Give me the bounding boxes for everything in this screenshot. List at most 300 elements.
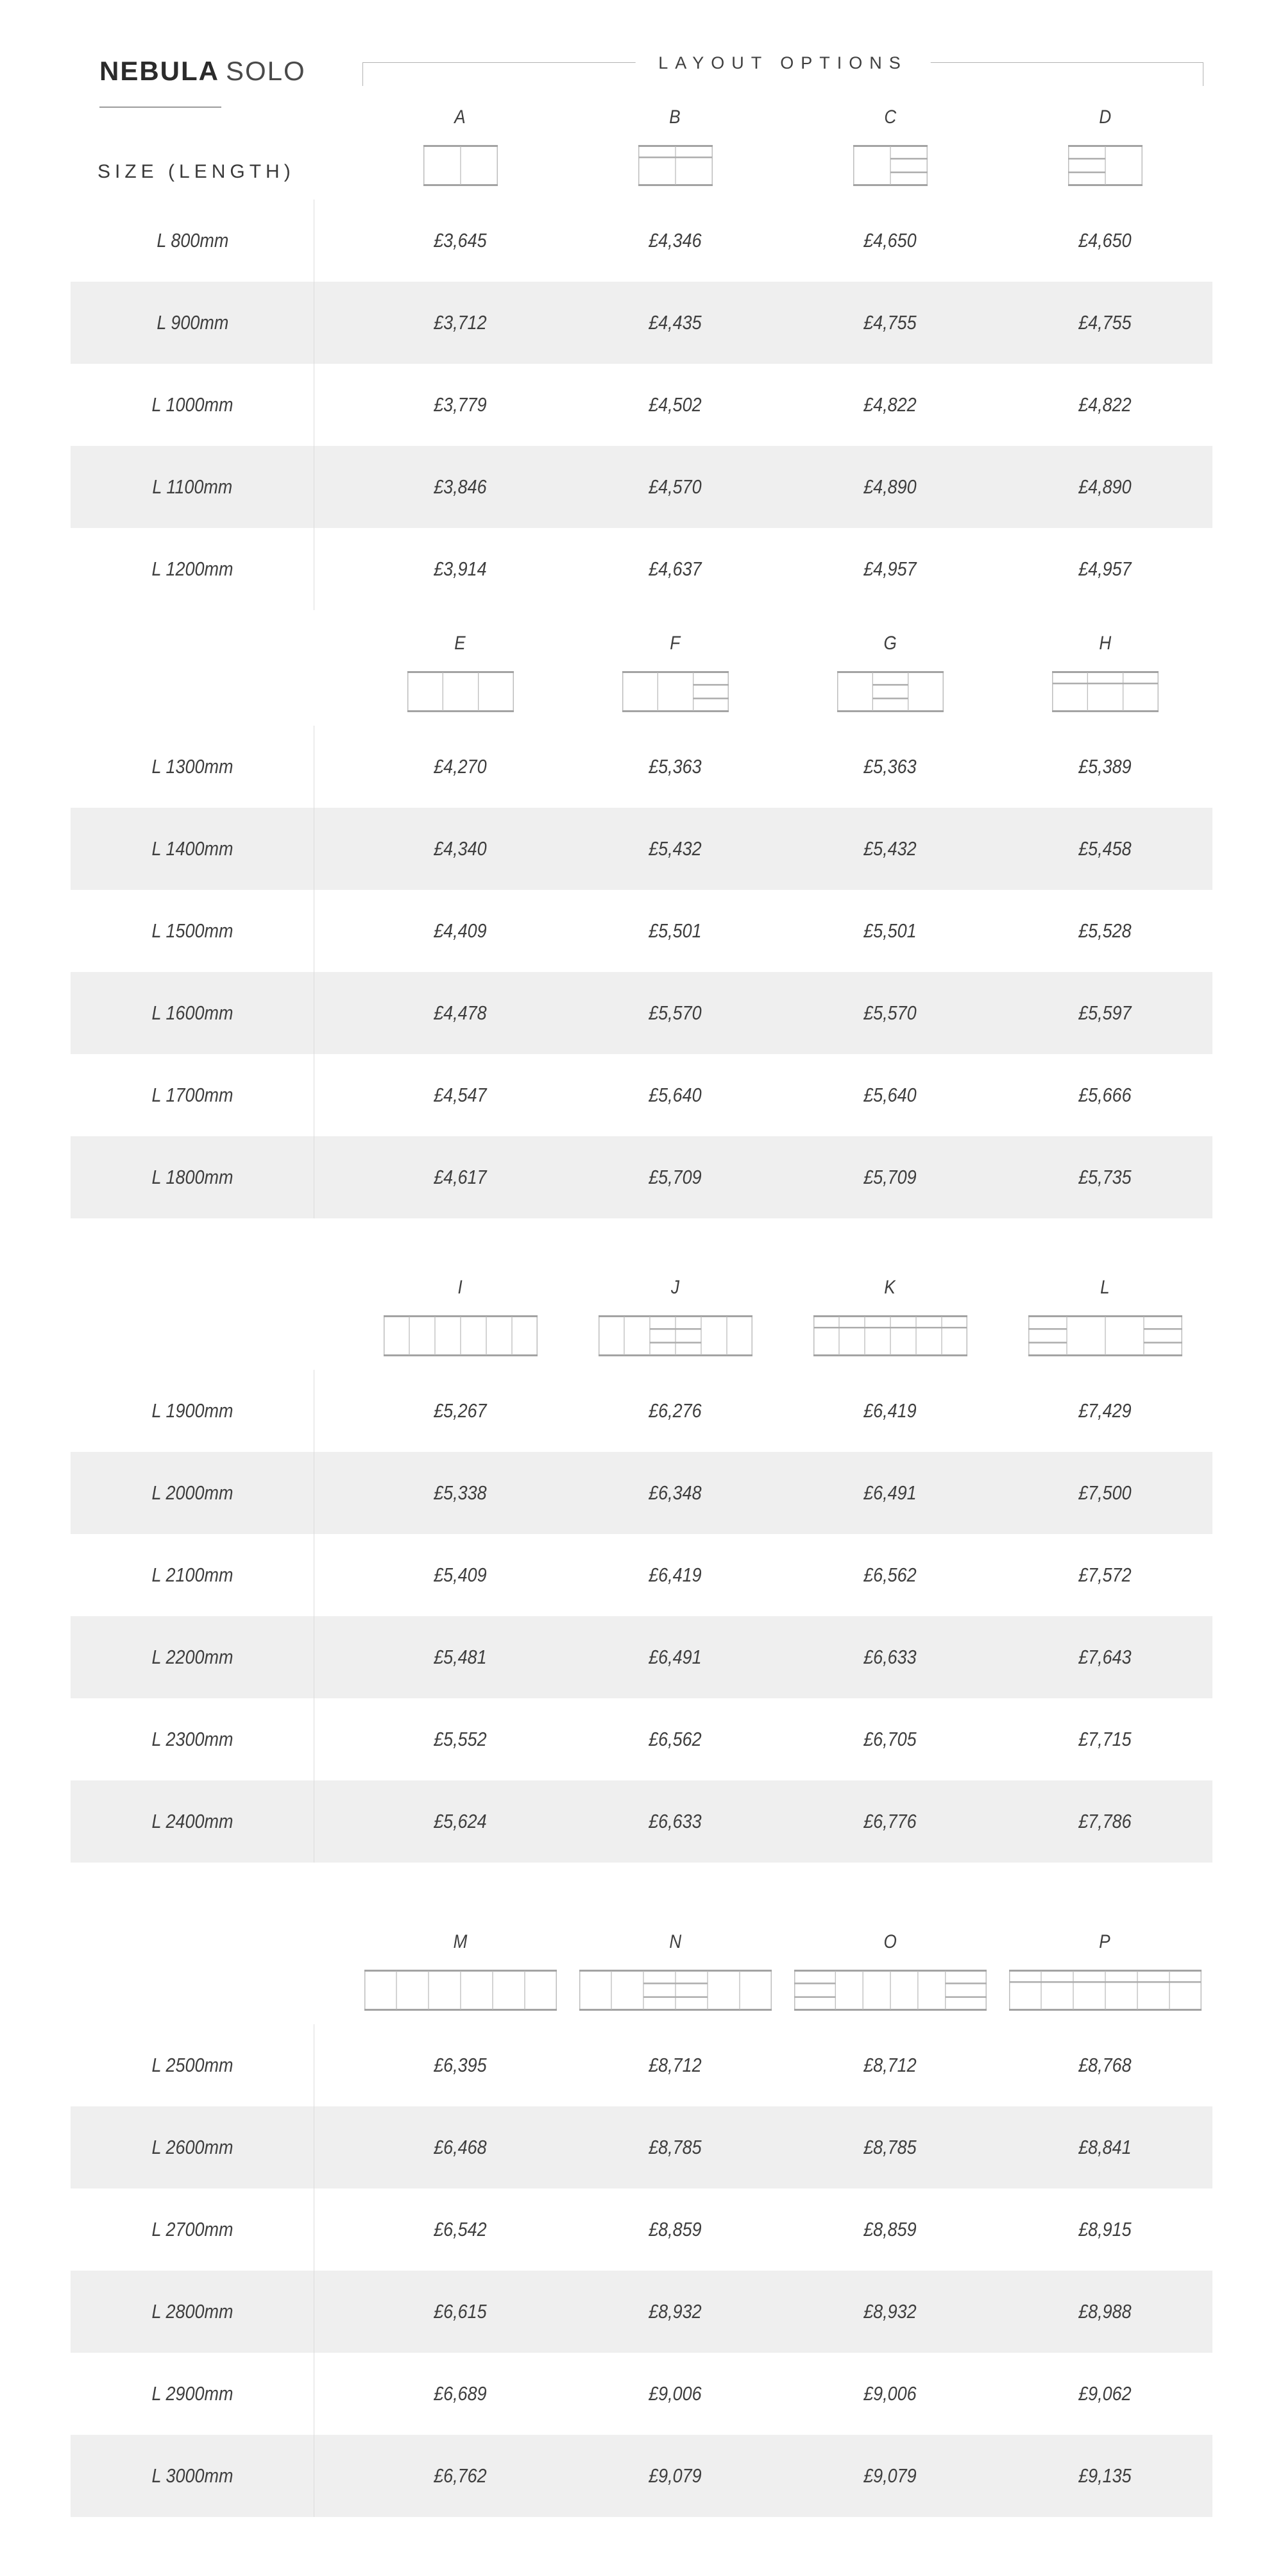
column-letter: C: [884, 107, 896, 128]
size-cell: [71, 2106, 314, 2188]
price-cell: [998, 393, 1212, 416]
price-cell: [998, 229, 1212, 252]
row-size-label: L 800mm: [157, 229, 228, 252]
table-row: [71, 446, 1212, 528]
price-cell: [353, 393, 568, 416]
size-cell: [71, 200, 314, 282]
price-cell: [568, 1481, 783, 1505]
layout-g-icon: [837, 671, 944, 712]
price-value: £4,340: [434, 837, 487, 860]
size-cell: [71, 2024, 314, 2106]
price-value: £8,841: [1078, 2136, 1132, 2158]
price-value: £4,346: [649, 229, 702, 252]
price-value: £7,500: [1078, 1481, 1132, 1504]
group-header: [71, 103, 1212, 200]
price-value: £4,617: [434, 1166, 487, 1188]
column-header: [998, 103, 1212, 200]
price-value: £6,633: [863, 1646, 917, 1668]
column-header: [353, 1218, 568, 1370]
price-cell: [998, 1002, 1212, 1025]
row-size-label: L 2500mm: [151, 2054, 234, 2076]
price-value: £8,859: [863, 2218, 917, 2240]
price-value: £3,914: [434, 558, 487, 580]
price-value: £5,432: [863, 837, 917, 860]
row-size-label: L 1700mm: [151, 1084, 234, 1106]
size-length-heading: SIZE (LENGTH): [98, 161, 295, 182]
price-cell: [998, 2136, 1212, 2159]
size-cell: [71, 1616, 314, 1698]
price-cell: [998, 2054, 1212, 2077]
price-value: £9,135: [1078, 2464, 1132, 2487]
size-cell: [71, 1780, 314, 1863]
price-value: £4,650: [1078, 229, 1132, 252]
price-cell: [353, 755, 568, 778]
layout-i-icon: [384, 1315, 538, 1356]
column-header: [998, 1863, 1212, 2024]
size-cell: [71, 972, 314, 1054]
price-value: £4,957: [1078, 558, 1132, 580]
price-cell: [568, 475, 783, 499]
price-cell: [783, 1646, 998, 1669]
price-cell: [783, 1002, 998, 1025]
price-cell: [568, 755, 783, 778]
size-cell: [71, 528, 314, 610]
price-value: £6,542: [434, 2218, 487, 2240]
price-cell: [783, 1084, 998, 1107]
price-value: £6,562: [863, 1564, 917, 1586]
price-cell: [783, 558, 998, 581]
layout-group: [71, 1863, 1212, 2517]
price-value: £6,633: [649, 1810, 702, 1832]
table-row: [71, 1136, 1212, 1218]
size-cell: [71, 808, 314, 890]
row-size-label: L 1600mm: [151, 1002, 234, 1024]
price-value: £6,419: [863, 1399, 917, 1422]
column-letter: J: [670, 1277, 680, 1298]
price-cell: [353, 311, 568, 334]
layout-f-icon: [622, 671, 729, 712]
column-letter: H: [1099, 633, 1111, 654]
price-value: £5,666: [1078, 1084, 1132, 1106]
price-value: £4,502: [649, 393, 702, 416]
price-cell: [998, 1646, 1212, 1669]
price-cell: [783, 2300, 998, 2323]
price-cell: [568, 311, 783, 334]
price-value: £4,478: [434, 1002, 487, 1024]
price-value: £6,395: [434, 2054, 487, 2076]
row-size-label: L 1300mm: [151, 755, 234, 778]
price-cell: [783, 755, 998, 778]
price-value: £5,409: [434, 1564, 487, 1586]
price-value: £6,776: [863, 1810, 917, 1832]
price-cell: [783, 311, 998, 334]
price-cell: [353, 1728, 568, 1751]
price-cell: [783, 1166, 998, 1189]
price-cell: [353, 2464, 568, 2487]
price-value: £6,419: [649, 1564, 702, 1586]
price-value: £5,570: [649, 1002, 702, 1024]
table-row: [71, 2106, 1212, 2188]
size-cell: [71, 2188, 314, 2271]
column-letter: G: [883, 633, 897, 654]
price-cell: [353, 2382, 568, 2405]
price-value: £9,006: [863, 2382, 917, 2405]
table-row: [71, 200, 1212, 282]
price-value: £5,640: [649, 1084, 702, 1106]
price-value: £6,491: [649, 1646, 702, 1668]
price-value: £9,062: [1078, 2382, 1132, 2405]
table-row: [71, 1698, 1212, 1780]
size-cell: [71, 1452, 314, 1534]
layout-m-icon: [364, 1970, 557, 2011]
price-cell: [783, 1564, 998, 1587]
column-letter: B: [669, 107, 681, 128]
size-cell: [71, 2435, 314, 2517]
column-header: [783, 610, 998, 726]
layout-n-icon: [579, 1970, 772, 2011]
price-cell: [353, 558, 568, 581]
column-letter: N: [669, 1931, 681, 1952]
price-value: £4,755: [863, 311, 917, 334]
layout-h-icon: [1052, 671, 1159, 712]
price-value: £4,890: [1078, 475, 1132, 498]
row-size-label: L 2600mm: [151, 2136, 234, 2158]
price-cell: [353, 475, 568, 499]
row-size-label: L 1500mm: [151, 919, 234, 942]
row-size-label: L 2100mm: [151, 1564, 234, 1586]
row-size-label: L 1800mm: [151, 1166, 234, 1188]
column-header: [783, 1863, 998, 2024]
column-header: [998, 1218, 1212, 1370]
price-value: £7,572: [1078, 1564, 1132, 1586]
price-cell: [783, 1810, 998, 1833]
column-letter: D: [1099, 107, 1111, 128]
layout-options-bracket: [362, 53, 1203, 86]
table-row: [71, 1534, 1212, 1616]
table-row: [71, 282, 1212, 364]
row-size-label: L 1400mm: [151, 837, 234, 860]
table-row: [71, 364, 1212, 446]
price-cell: [783, 1399, 998, 1422]
table-row: [71, 1780, 1212, 1863]
price-cell: [998, 558, 1212, 581]
price-value: £5,501: [649, 919, 702, 942]
price-value: £8,785: [649, 2136, 702, 2158]
price-value: £8,988: [1078, 2300, 1132, 2323]
price-cell: [568, 1646, 783, 1669]
price-value: £7,715: [1078, 1728, 1132, 1750]
price-cell: [568, 2300, 783, 2323]
column-header: [568, 103, 783, 200]
size-cell: [71, 2271, 314, 2353]
group-header: [71, 1863, 1212, 2024]
price-cell: [353, 2300, 568, 2323]
layout-group: [71, 610, 1212, 1218]
column-letter: O: [883, 1931, 897, 1952]
price-value: £6,762: [434, 2464, 487, 2487]
layout-d-icon: [1068, 145, 1143, 186]
price-cell: [353, 1399, 568, 1422]
price-value: £9,006: [649, 2382, 702, 2405]
price-value: £5,640: [863, 1084, 917, 1106]
row-size-label: L 1200mm: [151, 558, 234, 580]
price-value: £5,363: [649, 755, 702, 778]
price-value: £5,432: [649, 837, 702, 860]
price-cell: [353, 1564, 568, 1587]
price-value: £5,338: [434, 1481, 487, 1504]
price-cell: [998, 475, 1212, 499]
price-value: £4,270: [434, 755, 487, 778]
column-letter: F: [670, 633, 681, 654]
table-row: [71, 1616, 1212, 1698]
price-value: £6,276: [649, 1399, 702, 1422]
price-cell: [568, 393, 783, 416]
price-value: £8,785: [863, 2136, 917, 2158]
price-value: £5,363: [863, 755, 917, 778]
row-size-label: L 1900mm: [151, 1399, 234, 1422]
price-cell: [568, 1166, 783, 1189]
column-letter: E: [454, 633, 466, 654]
row-size-label: L 2200mm: [151, 1646, 234, 1668]
size-cell: [71, 2353, 314, 2435]
column-header: [783, 1218, 998, 1370]
price-value: £4,409: [434, 919, 487, 942]
price-value: £5,709: [863, 1166, 917, 1188]
price-value: £6,705: [863, 1728, 917, 1750]
price-value: £8,712: [649, 2054, 702, 2076]
price-value: £4,755: [1078, 311, 1132, 334]
column-letter: L: [1100, 1277, 1110, 1298]
table-row: [71, 972, 1212, 1054]
price-cell: [568, 1810, 783, 1833]
price-cell: [568, 1564, 783, 1587]
column-header: [353, 610, 568, 726]
price-cell: [353, 2054, 568, 2077]
price-value: £8,859: [649, 2218, 702, 2240]
price-value: £5,552: [434, 1728, 487, 1750]
price-cell: [353, 919, 568, 943]
price-value: £4,570: [649, 475, 702, 498]
price-value: £7,643: [1078, 1646, 1132, 1668]
price-value: £6,468: [434, 2136, 487, 2158]
size-cell: [71, 364, 314, 446]
price-cell: [353, 1002, 568, 1025]
price-value: £4,890: [863, 475, 917, 498]
price-cell: [783, 2054, 998, 2077]
price-value: £8,915: [1078, 2218, 1132, 2240]
table-row: [71, 1370, 1212, 1452]
price-value: £5,528: [1078, 919, 1132, 942]
layout-group: [71, 1218, 1212, 1863]
brand-name-primary: NEBULA: [99, 56, 219, 86]
price-value: £7,429: [1078, 1399, 1132, 1422]
price-cell: [783, 1728, 998, 1751]
price-cell: [783, 475, 998, 499]
price-cell: [353, 1481, 568, 1505]
price-cell: [568, 919, 783, 943]
price-value: £4,547: [434, 1084, 487, 1106]
column-header: [998, 610, 1212, 726]
price-cell: [998, 1481, 1212, 1505]
size-cell: [71, 1054, 314, 1136]
size-cell: [71, 726, 314, 808]
column-header: [353, 103, 568, 200]
price-cell: [783, 229, 998, 252]
row-size-label: L 1000mm: [151, 393, 234, 416]
column-letter: K: [884, 1277, 896, 1298]
price-value: £5,570: [863, 1002, 917, 1024]
price-cell: [353, 2218, 568, 2241]
column-header: [783, 103, 998, 200]
size-cell: [71, 1698, 314, 1780]
price-cell: [568, 229, 783, 252]
price-value: £9,079: [649, 2464, 702, 2487]
price-cell: [568, 1399, 783, 1422]
size-cell: [71, 446, 314, 528]
price-cell: [568, 2136, 783, 2159]
price-cell: [998, 2218, 1212, 2241]
price-value: £6,689: [434, 2382, 487, 2405]
size-cell: [71, 1136, 314, 1218]
column-letter: A: [454, 107, 466, 128]
price-cell: [353, 2136, 568, 2159]
price-value: £3,846: [434, 475, 487, 498]
row-size-label: L 2900mm: [151, 2382, 234, 2405]
price-value: £5,481: [434, 1646, 487, 1668]
price-cell: [998, 2464, 1212, 2487]
price-cell: [568, 1002, 783, 1025]
table-row: [71, 1452, 1212, 1534]
price-cell: [783, 393, 998, 416]
row-size-label: L 1100mm: [152, 475, 233, 498]
price-value: £5,389: [1078, 755, 1132, 778]
price-cell: [783, 2382, 998, 2405]
brand-title: [99, 56, 306, 86]
price-cell: [353, 1810, 568, 1833]
price-value: £9,079: [863, 2464, 917, 2487]
group-header: [71, 610, 1212, 726]
price-cell: [998, 1166, 1212, 1189]
price-cell: [783, 837, 998, 860]
price-value: £6,615: [434, 2300, 487, 2323]
row-size-label: L 2800mm: [151, 2300, 234, 2323]
price-value: £5,735: [1078, 1166, 1132, 1188]
price-cell: [568, 2464, 783, 2487]
column-header: [568, 1863, 783, 2024]
price-value: £6,491: [863, 1481, 917, 1504]
table-row: [71, 726, 1212, 808]
layout-e-icon: [407, 671, 514, 712]
column-letter: M: [453, 1931, 468, 1952]
price-cell: [353, 229, 568, 252]
price-value: £7,786: [1078, 1810, 1132, 1832]
price-cell: [998, 755, 1212, 778]
price-value: £4,822: [863, 393, 917, 416]
price-cell: [353, 1166, 568, 1189]
price-value: £8,712: [863, 2054, 917, 2076]
row-size-label: L 2300mm: [151, 1728, 234, 1750]
price-cell: [783, 2218, 998, 2241]
size-cell: [71, 890, 314, 972]
price-cell: [568, 1084, 783, 1107]
price-cell: [568, 2382, 783, 2405]
price-cell: [998, 311, 1212, 334]
price-value: £5,501: [863, 919, 917, 942]
price-cell: [568, 1728, 783, 1751]
price-value: £4,957: [863, 558, 917, 580]
brand-name-secondary: SOLO: [226, 56, 306, 86]
price-cell: [998, 1728, 1212, 1751]
price-value: £5,267: [434, 1399, 487, 1422]
price-cell: [568, 2218, 783, 2241]
table-row: [71, 2271, 1212, 2353]
price-cell: [998, 2300, 1212, 2323]
price-cell: [353, 837, 568, 860]
row-size-label: L 2000mm: [151, 1481, 234, 1504]
layout-b-icon: [638, 145, 713, 186]
table-row: [71, 2024, 1212, 2106]
column-letter: I: [457, 1277, 463, 1298]
price-cell: [783, 919, 998, 943]
row-size-label: L 900mm: [157, 311, 228, 334]
price-cell: [783, 2464, 998, 2487]
price-value: £3,712: [434, 311, 487, 334]
price-value: £5,458: [1078, 837, 1132, 860]
price-value: £4,435: [649, 311, 702, 334]
price-cell: [568, 2054, 783, 2077]
page-header: [0, 0, 1283, 103]
price-cell: [998, 1399, 1212, 1422]
price-cell: [353, 1646, 568, 1669]
price-value: £5,597: [1078, 1002, 1132, 1024]
layout-j-icon: [599, 1315, 752, 1356]
table-row: [71, 2353, 1212, 2435]
price-value: £4,650: [863, 229, 917, 252]
price-cell: [783, 1481, 998, 1505]
layout-options-heading: LAYOUT OPTIONS: [635, 52, 931, 74]
group-header: [71, 1218, 1212, 1370]
price-value: £5,709: [649, 1166, 702, 1188]
layout-a-icon: [423, 145, 498, 186]
table-row: [71, 528, 1212, 610]
size-cell: [71, 1370, 314, 1452]
layout-l-icon: [1028, 1315, 1182, 1356]
column-header: [568, 610, 783, 726]
table-row: [71, 1054, 1212, 1136]
row-size-label: L 3000mm: [151, 2464, 234, 2487]
price-value: £8,932: [649, 2300, 702, 2323]
price-cell: [568, 558, 783, 581]
layout-k-icon: [813, 1315, 967, 1356]
table-row: [71, 808, 1212, 890]
price-cell: [998, 1810, 1212, 1833]
layout-c-icon: [853, 145, 928, 186]
layout-group: [71, 103, 1212, 610]
size-cell: [71, 282, 314, 364]
price-value: £6,348: [649, 1481, 702, 1504]
price-value: £3,645: [434, 229, 487, 252]
price-cell: [353, 1084, 568, 1107]
price-value: £5,624: [434, 1810, 487, 1832]
column-header: [353, 1863, 568, 2024]
table-row: [71, 890, 1212, 972]
price-value: £8,768: [1078, 2054, 1132, 2076]
groups: [71, 103, 1212, 2517]
price-cell: [998, 919, 1212, 943]
price-cell: [783, 2136, 998, 2159]
price-value: £4,637: [649, 558, 702, 580]
table-row: [71, 2435, 1212, 2517]
